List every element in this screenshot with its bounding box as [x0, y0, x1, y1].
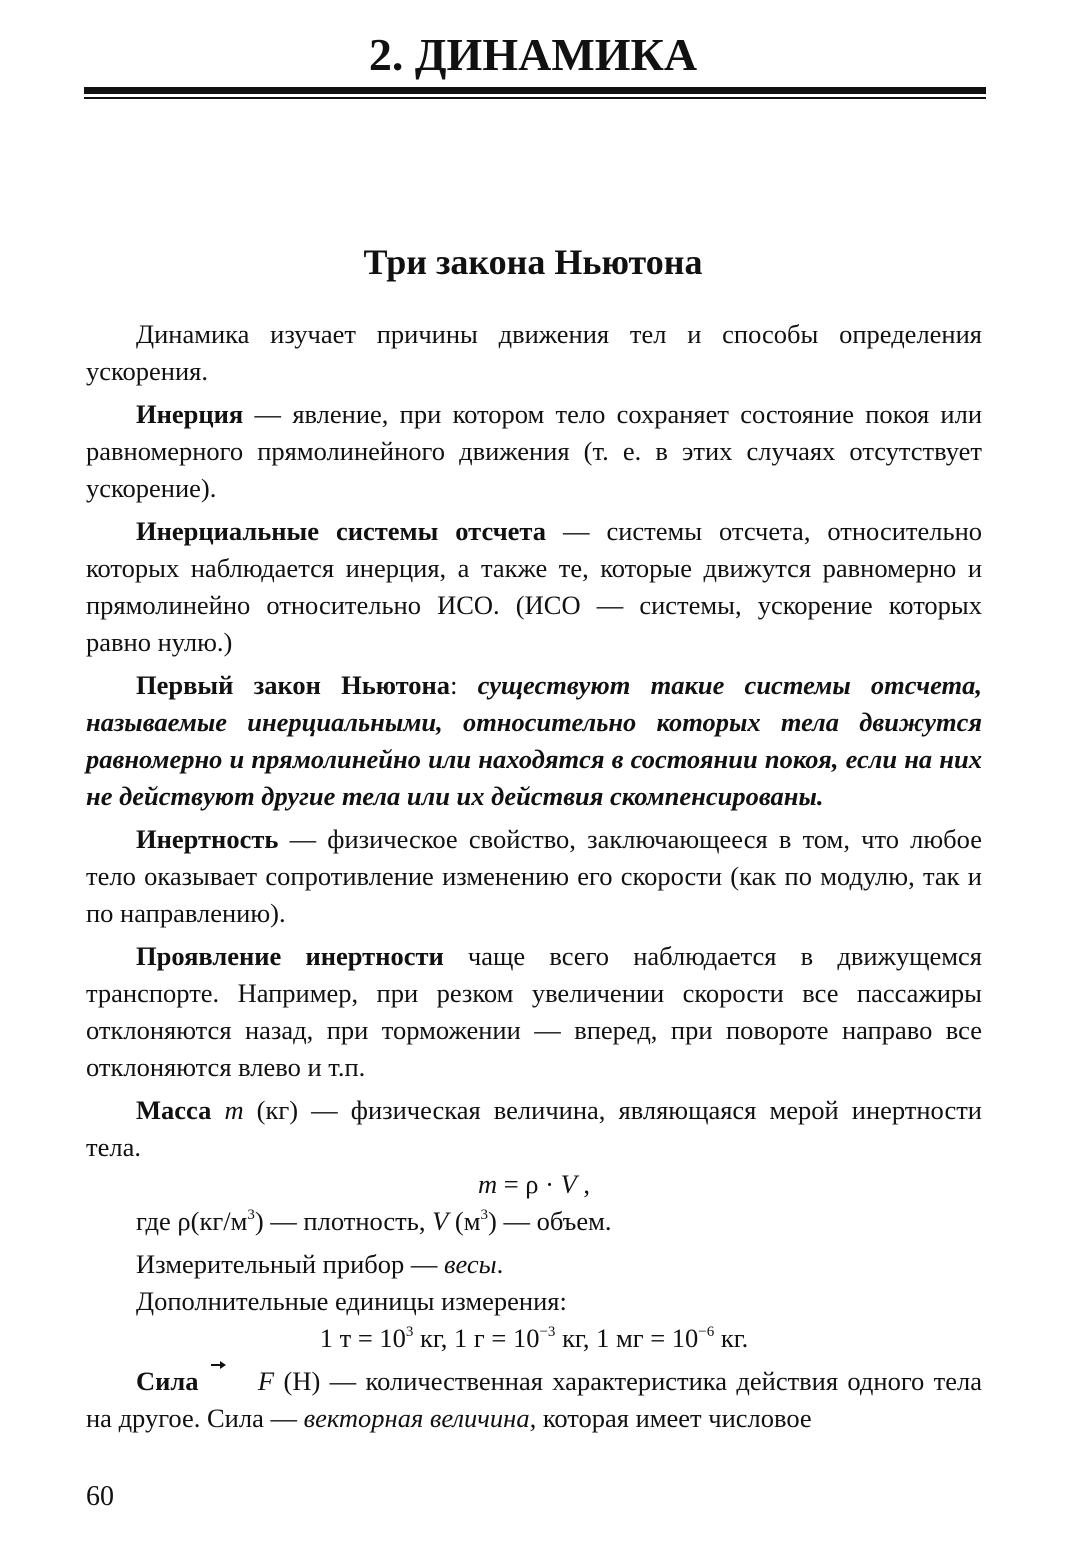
formula-comma: ,	[576, 1169, 591, 1199]
inertness-term: Инертность	[136, 824, 279, 854]
instrument-line	[86, 1246, 982, 1283]
force-paragraph	[86, 1363, 982, 1437]
instrument-label: Измерительный прибор —	[136, 1249, 444, 1279]
force-term: Сила	[136, 1366, 199, 1396]
unit-end: кг.	[714, 1323, 749, 1353]
header-rule-thin	[84, 97, 986, 99]
formula-rho: ρ	[525, 1169, 539, 1199]
extra-units-label: Дополнительные единицы измерения:	[136, 1286, 567, 1316]
header-rule-thick	[84, 87, 986, 94]
unit-gram-exp: −3	[539, 1324, 556, 1340]
intro-paragraph: Динамика изучает причины движения тел и способы определения ускорения.	[86, 319, 982, 386]
inertial-frames-paragraph	[86, 513, 982, 661]
instrument-end: .	[496, 1249, 504, 1279]
inertness-manifestation-term: Проявление инертности	[136, 941, 444, 971]
first-law-paragraph	[86, 667, 982, 815]
formula-dot: ·	[538, 1169, 561, 1199]
inertness-manifestation-paragraph	[86, 938, 982, 1086]
page-body	[86, 316, 982, 1437]
mass-formula	[86, 1166, 982, 1203]
mass-paragraph	[86, 1092, 982, 1166]
density-where: где ρ(кг/м	[136, 1206, 248, 1236]
extra-units-formula	[86, 1320, 982, 1357]
force-text-2: которая имеет числовое	[536, 1403, 812, 1433]
volume-symbol: V	[432, 1206, 449, 1236]
unit-ton-exp: 3	[405, 1324, 414, 1340]
page-number: 60	[86, 1481, 114, 1512]
inertness-text: — физическое свойство, заключающееся в том, что любое тело оказывает сопротивление изменению его скорости (как по модулю, так и по направлению).	[86, 824, 982, 928]
inertness-paragraph	[86, 821, 982, 932]
volume-exponent: 3	[480, 1207, 489, 1223]
mass-term: Масса	[136, 1095, 212, 1125]
inertial-frames-text: — системы отсчета, относительно которых наблюдается инерция, а также те, которые движутся равномерно и прямолинейно относительно ИСО. (ИСО — системы, ускорение которых равно нулю.)	[86, 516, 982, 657]
unit-milligram-exp: −6	[698, 1324, 715, 1340]
chapter-title: 2. ДИНАМИКА	[368, 29, 698, 80]
density-exponent: 3	[247, 1207, 255, 1223]
inertia-paragraph	[86, 396, 982, 507]
formula-volume-symbol: V	[560, 1169, 577, 1199]
density-label: ) — плотность,	[254, 1206, 433, 1236]
force-unit: (Н)	[274, 1366, 321, 1396]
unit-ton: 1 т = 10	[319, 1323, 406, 1353]
inertial-frames-term: Инерциальные системы отсчета	[136, 516, 547, 546]
formula-equals: =	[497, 1169, 526, 1199]
instrument-value: весы	[444, 1249, 497, 1279]
first-law-colon: :	[450, 670, 478, 700]
force-text-1: — количественная характеристика действия одного тела на другое. Сила —	[86, 1366, 983, 1433]
volume-label: ) — объем.	[488, 1206, 612, 1236]
inertness-manifestation-text: чаще всего наблюдается в движущемся транспорте. Например, при резком увеличении скорости все пассажиры отклоняются назад, при торможении — вперед, при повороте направо все отклоняются влево и т.п.	[86, 941, 982, 1082]
section-title: Три закона Ньютона	[363, 242, 703, 282]
inertia-text: — явление, при котором тело сохраняет состояние покоя или равномерного прямолинейного движения (т. е. в этих случаях отсутствует ускорение).	[86, 399, 982, 503]
density-line	[86, 1203, 982, 1240]
unit-milligram: кг, 1 мг = 10	[555, 1323, 699, 1353]
mass-unit: (кг)	[243, 1095, 299, 1125]
first-law-statement: существуют такие системы отсчета, называемые инерциальными, относительно которых тела движутся равномерно и прямолинейно или находятся в состоянии покоя, если на них не действуют другие тела или их действия скомпенсированы.	[86, 670, 982, 811]
force-vector-symbol: F	[208, 1363, 274, 1400]
unit-gram: кг, 1 г = 10	[413, 1323, 540, 1353]
formula-mass-symbol: m	[477, 1169, 498, 1199]
inertia-term: Инерция	[136, 399, 244, 429]
mass-symbol: m	[224, 1095, 244, 1125]
mass-text: — физическая величина, являющаяся мерой инертности тела.	[86, 1095, 982, 1162]
first-law-term: Первый закон Ньютона	[136, 670, 451, 700]
force-vector-label: векторная величина,	[303, 1403, 537, 1433]
volume-unit: (м	[448, 1206, 481, 1236]
